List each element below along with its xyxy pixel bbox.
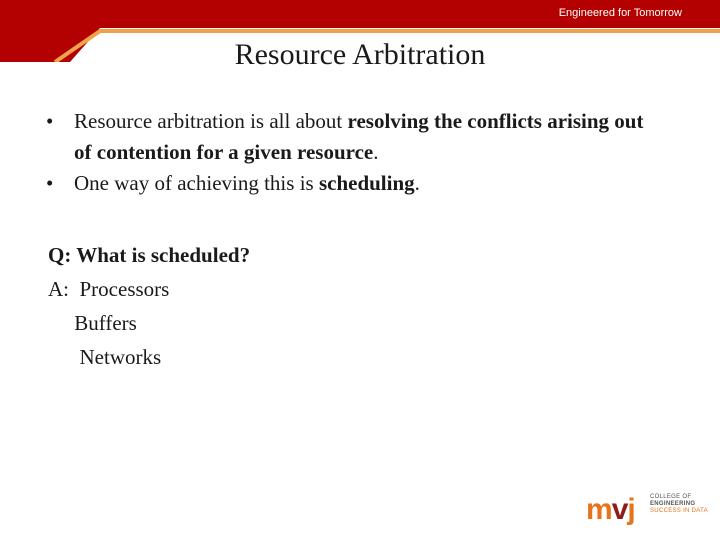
- qa-block: [48, 238, 250, 374]
- logo-caption-line: ENGINEERING: [650, 501, 696, 507]
- bullet-item: [46, 106, 646, 168]
- bullet-text: Resource arbitration is all about: [74, 109, 348, 133]
- answer-line: A: Processors: [48, 277, 170, 301]
- bullet-list: [46, 106, 646, 199]
- svg-text:mvj: mvj: [586, 493, 635, 526]
- slide-title: Resource Arbitration: [234, 38, 486, 71]
- bullet-item: [46, 168, 646, 199]
- answer-line: Networks: [48, 345, 162, 369]
- bullet-text: .: [373, 140, 379, 164]
- logo-caption-line: SUCCESS IN DATA: [650, 508, 708, 514]
- logo-caption: [650, 494, 708, 515]
- bullet-text: One way of achieving this is: [74, 171, 319, 195]
- bullet-bold-text: resolving the conflicts arising out of contention for a given resource: [74, 109, 644, 164]
- question-text: Q: What is scheduled?: [48, 243, 251, 267]
- logo-caption-line: COLLEGE OF: [650, 494, 692, 500]
- header-tagline: Engineered for Tomorrow: [558, 7, 682, 19]
- bullet-bold-text: scheduling: [318, 171, 415, 195]
- answer-line: Buffers: [48, 311, 137, 335]
- bullet-text: .: [414, 171, 420, 195]
